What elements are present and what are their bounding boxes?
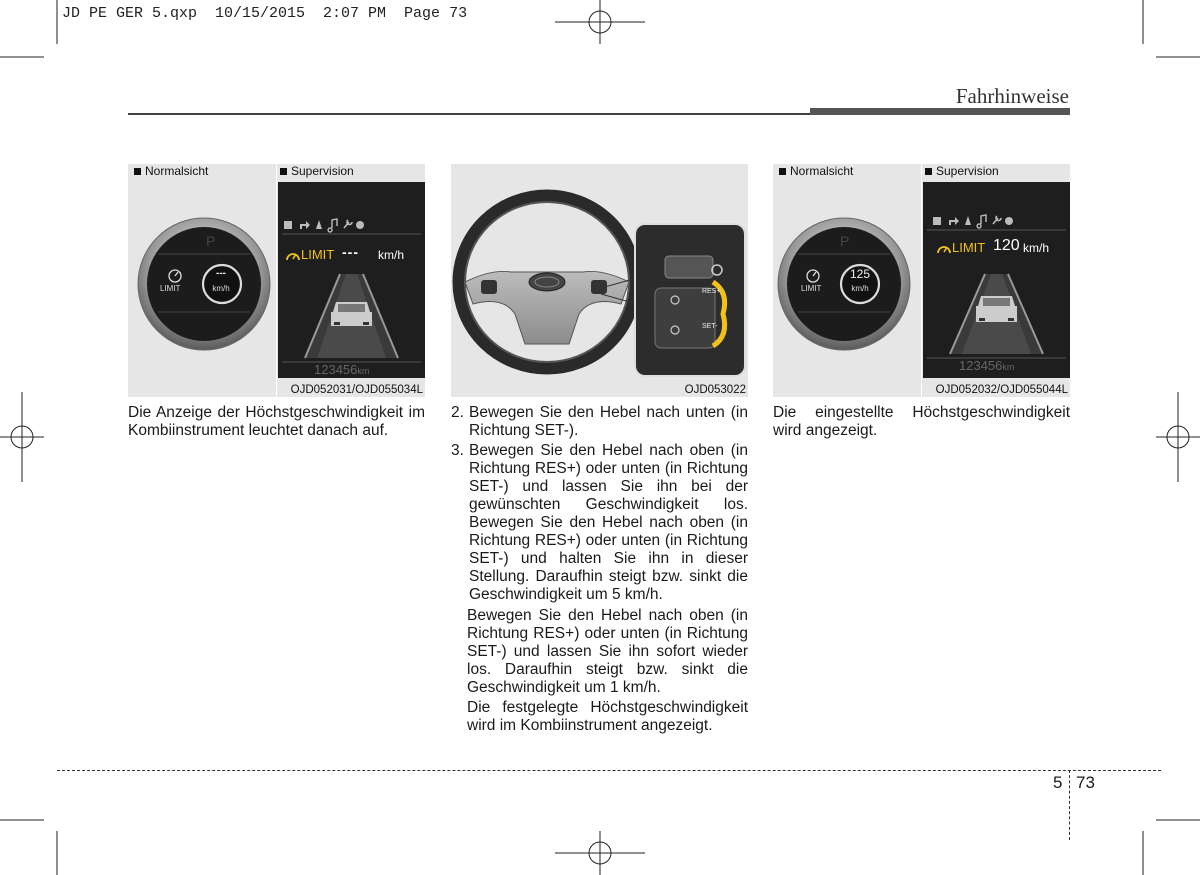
limit-speed: --- bbox=[342, 244, 359, 260]
kia-logo bbox=[529, 273, 565, 291]
page-number: 73 bbox=[1076, 773, 1095, 792]
odometer: 123456km bbox=[959, 358, 1015, 373]
step-3-note-b: Die festgelegte Höchstgeschwindigkeit wird im Kombiinstrument angezeigt. bbox=[467, 699, 748, 734]
figure-code: OJD052032/OJD055044L bbox=[935, 384, 1068, 396]
step-2: 2. Bewegen Sie den Hebel nach unten (in Richtung SET-). bbox=[451, 404, 748, 439]
figure-code: OJD052031/OJD055034L bbox=[290, 384, 423, 396]
caption-supervision: Supervision bbox=[280, 164, 354, 178]
wrench-icon bbox=[344, 220, 352, 228]
gauge-p-letter: P bbox=[206, 233, 216, 249]
limit-unit: km/h bbox=[378, 248, 405, 262]
limit-word: LIMIT bbox=[952, 240, 986, 255]
gauge-value: 125 bbox=[849, 267, 871, 281]
res-label: RES+ bbox=[702, 288, 721, 295]
caption-supervision: Supervision bbox=[925, 164, 999, 178]
column-1-text: Die Anzeige der Höchstgeschwindigkeit im Kombiinstrument leuchtet danach auf. bbox=[128, 404, 425, 439]
limit-speed: 120 bbox=[993, 237, 1020, 254]
registration-mark-top bbox=[555, 0, 645, 44]
print-slug: JD PE GER 5.qxp 10/15/2015 2:07 PM Page 73 bbox=[62, 5, 468, 22]
figure-code: OJD053022 bbox=[684, 384, 746, 396]
gauge-value: --- bbox=[216, 268, 226, 279]
caption-normal-view: Normalsicht bbox=[134, 164, 208, 178]
wrench-icon bbox=[993, 216, 1001, 224]
navigation-icon bbox=[949, 217, 959, 225]
registration-mark-right bbox=[1156, 392, 1200, 482]
caption-normal-view: Normalsicht bbox=[779, 164, 853, 178]
trip-icon bbox=[933, 217, 941, 225]
registration-mark-left bbox=[0, 392, 44, 482]
footer-vertical-rule bbox=[1069, 770, 1070, 840]
gauge-limit-label: LIMIT bbox=[801, 284, 822, 293]
limit-word: LIMIT bbox=[301, 247, 335, 262]
speed-limiter-icon bbox=[936, 242, 952, 256]
odometer: 123456km bbox=[314, 362, 370, 377]
figure-normal-supervision-2 bbox=[773, 164, 1070, 397]
left-switch-cluster bbox=[481, 280, 497, 294]
column-2-steps bbox=[451, 404, 748, 735]
supervision-display bbox=[278, 182, 425, 378]
speed-limiter-icon bbox=[285, 249, 301, 263]
music-icon bbox=[328, 219, 337, 232]
settings-gear-icon bbox=[1005, 217, 1013, 225]
lane-icon bbox=[965, 216, 971, 225]
registration-mark-bottom bbox=[555, 831, 645, 875]
limit-unit: km/h bbox=[1023, 241, 1050, 255]
chapter-number: 5 bbox=[1053, 773, 1063, 792]
set-label: SET- bbox=[702, 323, 718, 330]
gauge-p-letter: P bbox=[840, 233, 850, 249]
figure-normal-supervision-1 bbox=[128, 164, 425, 397]
figure-steering-wheel bbox=[451, 164, 748, 397]
navigation-icon bbox=[300, 221, 310, 229]
car-icon bbox=[331, 302, 372, 326]
gauge-unit: km/h bbox=[212, 284, 230, 293]
section-title: Fahrhinweise bbox=[955, 84, 1069, 108]
car-icon bbox=[976, 296, 1017, 322]
column-3-text: Die eingestellte Höchstgeschwindigkeit wird angezeigt. bbox=[773, 404, 1070, 439]
supervision-display bbox=[923, 182, 1070, 378]
trip-icon bbox=[284, 221, 292, 229]
gauge-limit-label: LIMIT bbox=[160, 284, 181, 293]
lane-icon bbox=[316, 220, 322, 229]
music-icon bbox=[977, 215, 986, 228]
header-bar bbox=[810, 108, 1070, 115]
gauge-unit: km/h bbox=[851, 284, 869, 293]
step-3-note-a: Bewegen Sie den Hebel nach oben (in Richtung RES+) oder unten (in Richtung SET-) und lassen Sie ihn sofort wieder los. Daraufhin steigt bzw. sinkt die Geschwindigkeit um 1 km/h. bbox=[467, 607, 748, 696]
step-3: 3. Bewegen Sie den Hebel nach oben (in Richtung RES+) oder unten (in Richtung SET-) und lassen Sie ihn bei der gewünschten Geschwindigkeit los. Bewegen Sie den Hebel nach oben (in Richtung RES+) oder unten (in Richtung SET-) und halten Sie ihn in dieser Stellung. Daraufhin steigt bzw. sinkt die Geschwindigkeit um 5 km/h. bbox=[451, 442, 748, 603]
settings-gear-icon bbox=[356, 221, 364, 229]
footer-dashed-rule bbox=[57, 770, 1161, 771]
